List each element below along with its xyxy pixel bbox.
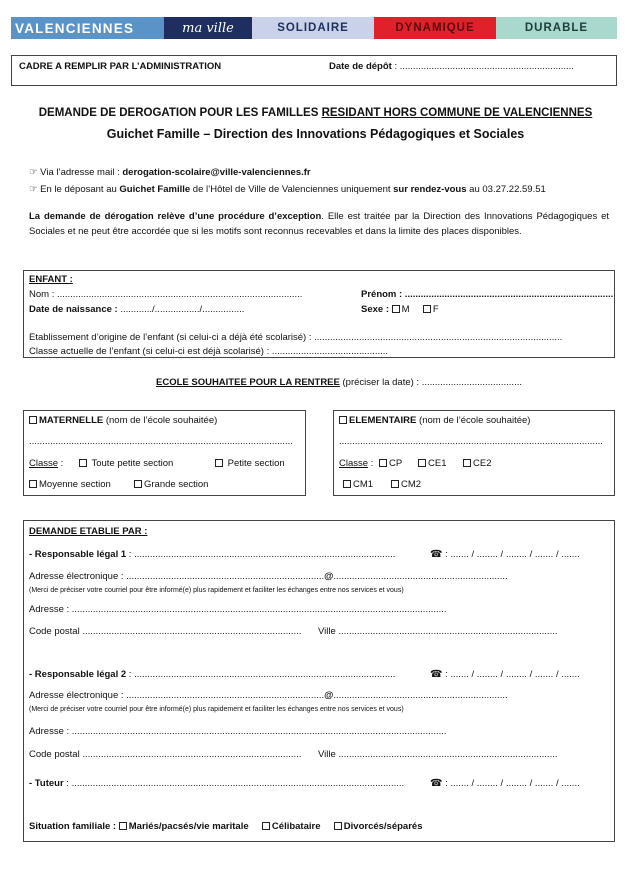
maternelle-hint: (nom de l’école souhaitée) [103,415,218,426]
enfant-nom-field[interactable]: Nom : ............................................................................................. [29,289,303,300]
banner-solidaire: SOLIDAIRE [252,17,374,39]
situation-celibataire-checkbox[interactable] [262,822,270,830]
demande-title: DEMANDE ETABLIE PAR : [29,526,148,537]
elementaire-checkbox[interactable] [339,416,347,424]
depot-phone: au 03.27.22.59.51 [466,184,546,195]
maternelle-option[interactable] [215,458,285,469]
sexe-f-label: F [432,304,439,315]
elementaire-option[interactable] [343,479,373,490]
contact-depot [29,184,546,195]
hand-pointer-icon: ☞ [29,167,38,178]
intro-rest: . Elle est traitée par la Direction des Innovations Pédagogiques et Sociales et ne peut être accordée que si les motifs sont reconnus recevables et dans la limite des places disponibles. [29,211,610,237]
maternelle-classe-text: Classe [29,458,59,469]
sexe-field [361,304,439,315]
checkbox[interactable] [134,480,142,488]
maternelle-header [29,415,217,426]
depot-guichet: Guichet Famille [119,184,191,195]
tuteur-phone-field[interactable] [430,778,580,789]
option-label: CP [389,458,403,469]
email-domain-dots: .................................................................. [333,690,508,701]
resp1-name-field[interactable] [29,549,395,560]
elementaire-classe-label [339,458,373,469]
title-prefix: DEMANDE DE DEROGATION POUR LES FAMILLES [38,107,322,119]
checkbox[interactable] [391,480,399,488]
elementaire-classe-text: Classe [339,458,369,469]
email-label: Adresse électronique : [29,571,127,582]
at-sign: @ [324,571,334,582]
option-label: Toute petite section [91,458,174,469]
sexe-f-checkbox[interactable] [423,305,431,313]
document-title [0,107,631,119]
elementaire-school-line[interactable]: .................................................................................................... [339,436,603,447]
resp2-dots: : ................................................................................................... [126,669,396,680]
email-domain-dots: .................................................................. [333,571,508,582]
date-depot-field[interactable] [329,61,574,72]
depot-mid: de l’Hôtel de Ville de Valenciennes uniquement [190,184,394,195]
maternelle-checkbox[interactable] [29,416,37,424]
at-sign: @ [324,690,334,701]
option-label: Petite section [227,458,285,469]
tuteur-label: - Tuteur [29,778,64,789]
option-label: CM1 [353,479,374,490]
checkbox[interactable] [79,459,87,467]
elementaire-option[interactable] [391,479,421,490]
date-naissance-dots: ............/................./................ [120,304,245,315]
elementaire-option[interactable] [463,458,491,469]
resp1-email-note: (Merci de préciser votre courriel pour être informé(e) plus rapidement et faciliter les échanges entre nos services et vous) [29,587,404,594]
option-label: CE2 [473,458,492,469]
banner-valenciennes: VALENCIENNES [11,17,164,39]
banner-dynamique: DYNAMIQUE [374,17,496,39]
demande-section [23,520,615,842]
email-dots: ........................................................................... [126,690,325,701]
elementaire-hint: (nom de l’école souhaitée) [416,415,531,426]
checkbox[interactable] [29,480,37,488]
document-subtitle: Guichet Famille – Direction des Innovations Pédagogiques et Sociales [106,127,525,141]
classe-actuelle-field[interactable]: Classe actuelle de l’enfant (si celui-ci est déjà scolarisé) : ............................................ [29,346,389,357]
phone-icon: ☎ [430,669,443,680]
hand-pointer-icon: ☞ [29,184,38,195]
title-underlined: RESIDANT HORS COMMUNE DE VALENCIENNES [321,107,593,119]
intro-paragraph [29,209,609,239]
date-depot-dots: : .................................................................. [391,61,574,72]
resp2-ville-field[interactable]: Ville ................................................................................... [318,749,558,760]
elementaire-title: ELEMENTAIRE [349,415,417,426]
enfant-prenom-field[interactable] [361,289,613,300]
ecole-souhaitee[interactable] [156,377,522,388]
resp1-phone-field[interactable] [430,549,580,560]
enfant-title: ENFANT : [29,274,73,285]
sexe-m-checkbox[interactable] [392,305,400,313]
phone-icon: ☎ [430,549,443,560]
resp2-label: - Responsable légal 2 [29,669,127,680]
phone-dots: : ....... / ........ / ........ / ....... / ....... [442,669,580,680]
tuteur-field[interactable] [29,778,404,789]
maternelle-classe-colon: : [58,458,64,469]
maternelle-option[interactable] [29,479,111,490]
situation-divorces-checkbox[interactable] [334,822,342,830]
resp1-cp-field[interactable]: Code postal ................................................................................... [29,626,302,637]
maternelle-classe-label [29,458,63,469]
sexe-m-label: M [401,304,410,315]
checkbox[interactable] [463,459,471,467]
intro-bold: La demande de dérogation relève d’une procédure d’exception [29,211,322,222]
resp1-ville-field[interactable]: Ville ................................................................................... [318,626,558,637]
phone-icon: ☎ [430,778,443,789]
email-dots: ........................................................................... [126,571,325,582]
ecole-title: ECOLE SOUHAITEE POUR LA RENTREE [156,377,340,388]
situation-maries-label: Mariés/pacsés/vie maritale [128,821,249,832]
option-label: Moyenne section [39,479,111,490]
situation-maries-checkbox[interactable] [119,822,127,830]
resp2-phone-field[interactable] [430,669,580,680]
maternelle-school-line[interactable]: .................................................................................................... [29,436,293,447]
elementaire-classe-colon: : [368,458,374,469]
banner-durable: DURABLE [496,17,617,39]
situation-familiale [29,821,422,832]
admin-label: CADRE A REMPLIR PAR L’ADMINISTRATION [19,61,222,72]
checkbox[interactable] [418,459,426,467]
checkbox[interactable] [379,459,387,467]
mail-prefix: Via l’adresse mail : [40,167,123,178]
maternelle-option[interactable] [134,479,208,490]
checkbox[interactable] [215,459,223,467]
contact-mail [29,167,311,178]
sexe-label: Sexe : [361,304,392,315]
tuteur-dots: : .............................................................................................................................. [63,778,405,789]
situation-celibataire-label: Célibataire [271,821,321,832]
elementaire-header [339,415,530,426]
banner-ma-ville: ma ville [164,17,252,39]
maternelle-option[interactable] [79,458,173,469]
resp2-name-field[interactable] [29,669,395,680]
resp1-adresse-field[interactable]: Adresse : .............................................................................................................................................. [29,604,447,615]
resp1-email-field[interactable] [29,571,508,582]
phone-dots: : ....... / ........ / ........ / ....... / ....... [442,778,580,789]
resp2-email-field[interactable] [29,690,508,701]
date-naissance-label: Date de naissance : [29,304,121,315]
situation-label: Situation familiale : [29,821,119,832]
option-label: Grande section [144,479,209,490]
resp2-cp-field[interactable]: Code postal ................................................................................... [29,749,302,760]
resp1-label: - Responsable légal 1 [29,549,127,560]
depot-prefix: En le déposant au [40,184,120,195]
header-banner [11,17,617,39]
elementaire-option[interactable] [418,458,446,469]
option-label: CE1 [428,458,447,469]
email-label: Adresse électronique : [29,690,127,701]
etablissement-field[interactable]: Etablissement d’origine de l’enfant (si celui-ci a déjà été scolarisé) : .............................................................................................. [29,332,563,343]
resp2-email-note: (Merci de préciser votre courriel pour être informé(e) plus rapidement et faciliter les échanges entre nos services et vous) [29,706,404,713]
enfant-date-field[interactable] [29,304,244,315]
checkbox[interactable] [343,480,351,488]
situation-divorces-label: Divorcés/séparés [343,821,423,832]
date-depot-label: Date de dépôt [329,61,392,72]
phone-dots: : ....... / ........ / ........ / ....... / ....... [442,549,580,560]
option-label: CM2 [401,479,422,490]
maternelle-title: MATERNELLE [39,415,104,426]
resp1-dots: : ................................................................................................... [126,549,396,560]
depot-rdv: sur rendez-vous [393,184,467,195]
prenom-text: Prénom : ............................................................................... [361,289,614,300]
resp2-adresse-field[interactable]: Adresse : .............................................................................................................................................. [29,726,447,737]
ecole-suffix: (préciser la date) : ...................................... [339,377,522,388]
mail-address[interactable]: derogation-scolaire@ville-valenciennes.fr [122,167,311,178]
elementaire-option[interactable] [379,458,402,469]
